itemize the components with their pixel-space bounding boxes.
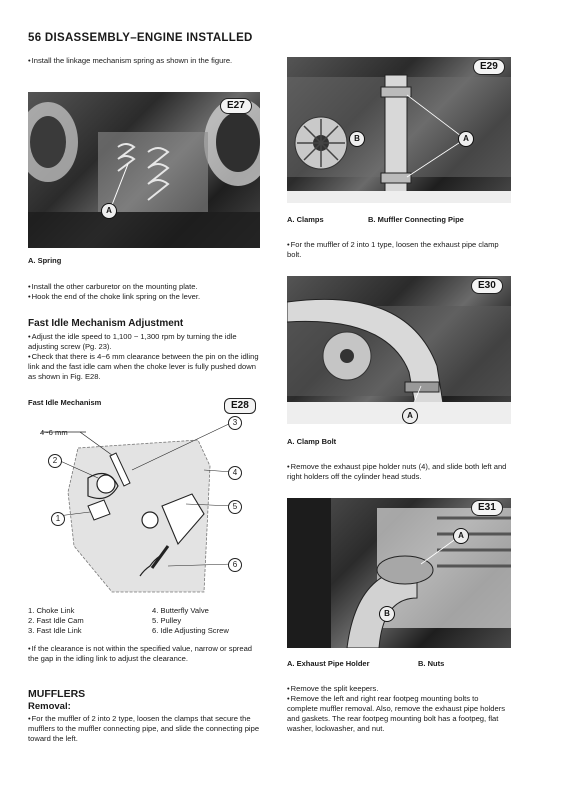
bullet-check-clearance: • Check that there is 4~6 mm clearance between the pin on the idling link and the fast idle cam when the choke lever is fully pushed down as shown in Fig. E28. bbox=[28, 352, 260, 382]
callout-a-e31: A bbox=[453, 528, 469, 544]
caption-e29-b: B. Muffler Connecting Pipe bbox=[368, 215, 464, 224]
legend-row bbox=[28, 606, 268, 616]
bullet-remove-holder-nuts: • Remove the exhaust pipe holder nuts (4), and slide both left and right holders off the cylinder head studs. bbox=[287, 462, 511, 482]
legend-item-fast-idle-cam: 2. Fast Idle Cam bbox=[28, 616, 84, 625]
figure-tag-e28: E28 bbox=[224, 398, 256, 414]
part-number-3: 3 bbox=[228, 416, 242, 430]
part-number-5: 5 bbox=[228, 500, 242, 514]
final-bullets bbox=[287, 684, 511, 734]
section-subtitle-removal: Removal: bbox=[28, 701, 71, 712]
figure-e28-diagram bbox=[28, 396, 260, 596]
bullet-hook-spring: • Hook the end of the choke link spring on the lever. bbox=[28, 292, 260, 302]
legend-item-pulley: 5. Pulley bbox=[152, 616, 182, 625]
bullet-muffler-2-into-2: • For the muffler of 2 into 2 type, loosen the clamps that secure the mufflers to the muffler connecting pipe, and slide the connecting pipe toward the left. bbox=[28, 714, 260, 744]
bullet-remove-footpeg-bolts: • Remove the left and right rear footpeg mounting bolts to complete muffler removal. Also, remove the exhaust pipe holders and gaskets. The rear footpeg mounting bolt has a footpeg, flat washer, lockwasher, and nut. bbox=[287, 694, 511, 734]
callout-b-e31: B bbox=[379, 606, 395, 622]
callout-a-e30: A bbox=[402, 408, 418, 424]
figure-tag-e31: E31 bbox=[471, 500, 503, 516]
part-number-1: 1 bbox=[51, 512, 65, 526]
intro-bullet: • Install the linkage mechanism spring as shown in the figure. bbox=[28, 56, 260, 66]
figure-tag-e27: E27 bbox=[220, 98, 252, 114]
bullets-after-e27 bbox=[28, 282, 260, 302]
legend-row bbox=[28, 626, 268, 636]
bullet-adjust-idle: • Adjust the idle speed to 1,100 ~ 1,300 rpm by turning the idle adjusting screw (Pg. 23). bbox=[28, 332, 260, 352]
figure-e29-photo bbox=[287, 57, 511, 203]
legend-item-butterfly-valve: 4. Butterfly Valve bbox=[152, 606, 209, 615]
bullet-remove-split-keepers: • Remove the split keepers. bbox=[287, 684, 511, 694]
figure-e31-photo bbox=[287, 498, 511, 648]
diagram-title: Fast Idle Mechanism bbox=[28, 398, 102, 407]
fast-idle-mechanism-drawing bbox=[28, 396, 260, 596]
measure-label: 4~6 mm bbox=[40, 428, 68, 437]
part-number-4: 4 bbox=[228, 466, 242, 480]
caption-e30: A. Clamp Bolt bbox=[287, 437, 337, 446]
legend-item-choke-link: 1. Choke Link bbox=[28, 606, 75, 615]
bullet-muffler-2-into-1: • For the muffler of 2 into 1 type, loosen the exhaust pipe clamp bolt. bbox=[287, 240, 511, 260]
figure-tag-e29: E29 bbox=[473, 59, 505, 75]
bullet-install-carburetor: • Install the other carburetor on the mounting plate. bbox=[28, 282, 260, 292]
caption-e31-a: A. Exhaust Pipe Holder bbox=[287, 659, 370, 668]
section-title-fast-idle: Fast Idle Mechanism Adjustment bbox=[28, 318, 184, 329]
part-number-2: 2 bbox=[48, 454, 62, 468]
clamp-bolt-illustration bbox=[287, 276, 511, 424]
parts-legend bbox=[28, 606, 268, 636]
figure-tag-e30: E30 bbox=[471, 278, 503, 294]
caption-e31-b: B. Nuts bbox=[418, 659, 445, 668]
legend-item-fast-idle-link: 3. Fast Idle Link bbox=[28, 626, 82, 635]
legend-row bbox=[28, 616, 268, 626]
part-number-6: 6 bbox=[228, 558, 242, 572]
fast-idle-bullets bbox=[28, 332, 260, 382]
caption-e27: A. Spring bbox=[28, 256, 62, 265]
legend-item-idle-adjusting-screw: 6. Idle Adjusting Screw bbox=[152, 626, 229, 635]
carburetor-spring-illustration bbox=[28, 92, 260, 248]
callout-a-e29: A bbox=[458, 131, 474, 147]
bullet-clearance-adjust: • If the clearance is not within the specified value, narrow or spread the gap in the idling link to adjust the clearance. bbox=[28, 644, 260, 664]
caption-e29-a: A. Clamps bbox=[287, 215, 324, 224]
callout-b-e29: B bbox=[349, 131, 365, 147]
exhaust-pipe-holder-illustration bbox=[287, 498, 511, 648]
section-title-mufflers: MUFFLERS bbox=[28, 688, 86, 700]
callout-a-e27: A bbox=[101, 203, 117, 219]
page-title: 56 DISASSEMBLY–ENGINE INSTALLED bbox=[28, 32, 253, 44]
figure-e27-photo bbox=[28, 92, 260, 248]
figure-e30-photo bbox=[287, 276, 511, 424]
muffler-clamps-illustration bbox=[287, 57, 511, 203]
